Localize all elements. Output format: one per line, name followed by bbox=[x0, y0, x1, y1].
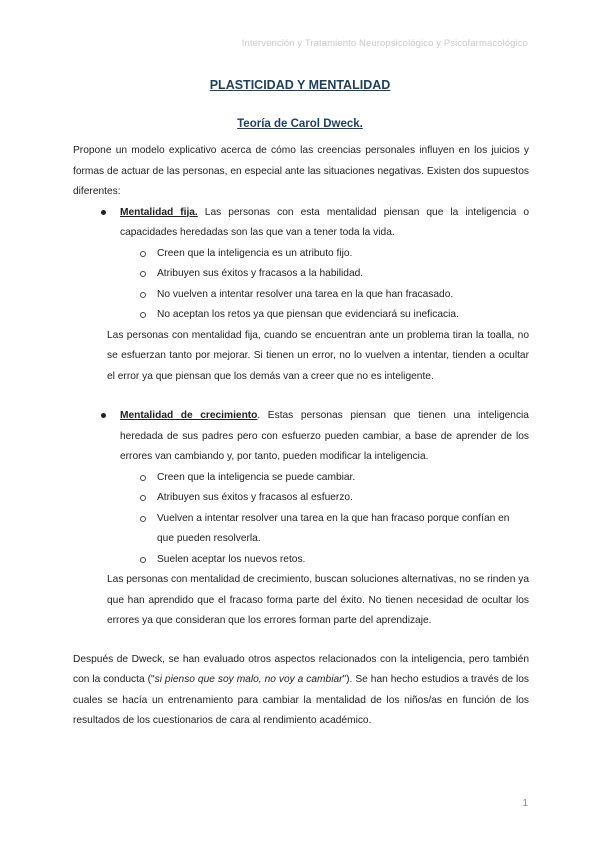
circle-bullet-icon bbox=[140, 251, 146, 257]
page-number: 1 bbox=[522, 798, 528, 809]
bullet-dot-icon bbox=[101, 413, 106, 418]
list-item bbox=[120, 488, 529, 509]
list-item-text: No vuelven a intentar resolver una tarea en la que han fracasado. bbox=[157, 288, 454, 300]
list-item-text: No aceptan los retos ya que piensan que evidenciará su ineficacia. bbox=[157, 309, 459, 320]
closing-text-2: "). Se han hecho estudios a través de los cuales se hacía un entrenamiento para cambiar la mentalidad de los niños/as en función de los resultados de los cuestionarios de cara al rendimiento académico. bbox=[73, 674, 530, 726]
list-item bbox=[120, 305, 529, 326]
list-item-text: Atribuyen sus éxitos y fracasos al esfuerzo. bbox=[157, 492, 353, 503]
page-title: PLASTICIDAD Y MENTALIDAD bbox=[209, 78, 391, 92]
growth-mindset-paragraph bbox=[120, 406, 529, 468]
section-subtitle: Teoría de Carol Dweck. bbox=[237, 118, 363, 130]
circle-bullet-icon bbox=[140, 312, 146, 318]
growth-mindset-list bbox=[120, 468, 529, 571]
growth-mindset-summary: Las personas con mentalidad de crecimiento, buscan soluciones alternativas, no se rinden ya que han aprendido que el fracaso forma parte del éxito. No tienen necesidad de ocultar los errores ya que consideran que los errores forman parte del aprendizaje. bbox=[107, 574, 529, 626]
fixed-mindset-bullet bbox=[73, 203, 529, 326]
closing-quote: si pienso que soy malo, no voy a cambiar bbox=[154, 674, 343, 685]
list-item bbox=[120, 264, 529, 285]
growth-mindset-lead: Mentalidad de crecimiento bbox=[120, 410, 258, 421]
list-item-text: Creen que la inteligencia es un atributo fijo. bbox=[157, 247, 353, 259]
list-item bbox=[120, 468, 529, 489]
list-item-text: Vuelven a intentar resolver una tarea en la que han fracaso porque confían en que pueden resolverla. bbox=[157, 512, 510, 544]
document-body bbox=[73, 141, 529, 732]
fixed-mindset-list bbox=[120, 244, 529, 326]
list-item-text: Suelen aceptar los nuevos retos. bbox=[157, 553, 306, 565]
list-item bbox=[120, 285, 529, 306]
circle-bullet-icon bbox=[140, 495, 146, 501]
fixed-mindset-text: Las personas con esta mentalidad piensan que la inteligencia o capacidades heredadas son las que van a tener toda la vida. bbox=[120, 206, 529, 238]
fixed-mindset-summary: Las personas con mentalidad fija, cuando se encuentran ante un problema tiran la toalla, no se esfuerzan tanto por mejorar. Si tienen un error, no lo vuelven a intentar, tienden a ocultar el error ya que piensan que los demás van a creer que no es inteligente. bbox=[107, 329, 529, 382]
circle-bullet-icon bbox=[140, 516, 146, 522]
fixed-mindset-lead: Mentalidad fija. bbox=[120, 206, 198, 218]
circle-bullet-icon bbox=[140, 557, 146, 563]
bullet-dot-icon bbox=[101, 210, 106, 215]
circle-bullet-icon bbox=[140, 475, 146, 481]
intro-paragraph: Propone un modelo explicativo acerca de cómo las creencias personales influyen en los juicios y formas de actuar de las personas, en especial ante las situaciones negativas. Existen dos supuestos diferentes: bbox=[73, 145, 529, 197]
closing-paragraph bbox=[73, 650, 529, 732]
growth-mindset-bullet bbox=[73, 406, 529, 570]
list-item-text: Creen que la inteligencia se puede cambiar. bbox=[157, 471, 356, 483]
fixed-mindset-paragraph bbox=[120, 203, 529, 244]
running-header: Intervención y Tratamiento Neuropsicológico y Psicofarmacológico bbox=[241, 38, 528, 49]
list-item-text: Atribuyen sus éxitos y fracasos a la habilidad. bbox=[157, 268, 364, 279]
list-item bbox=[120, 244, 529, 265]
growth-mindset-text: . Estas personas piensan que tienen una inteligencia heredada de sus padres pero con esfuerzo pueden cambiar, a base de aprender de los errores van cambiando y, por tanto, pueden modificar la inteligencia. bbox=[120, 410, 529, 462]
circle-bullet-icon bbox=[140, 271, 146, 277]
list-item bbox=[120, 550, 529, 571]
list-item bbox=[120, 509, 529, 550]
closing-text-1: Después de Dweck, se han evaluado otros aspectos relacionados con la inteligencia, pero también con la conducta (" bbox=[73, 653, 529, 685]
circle-bullet-icon bbox=[140, 292, 146, 298]
